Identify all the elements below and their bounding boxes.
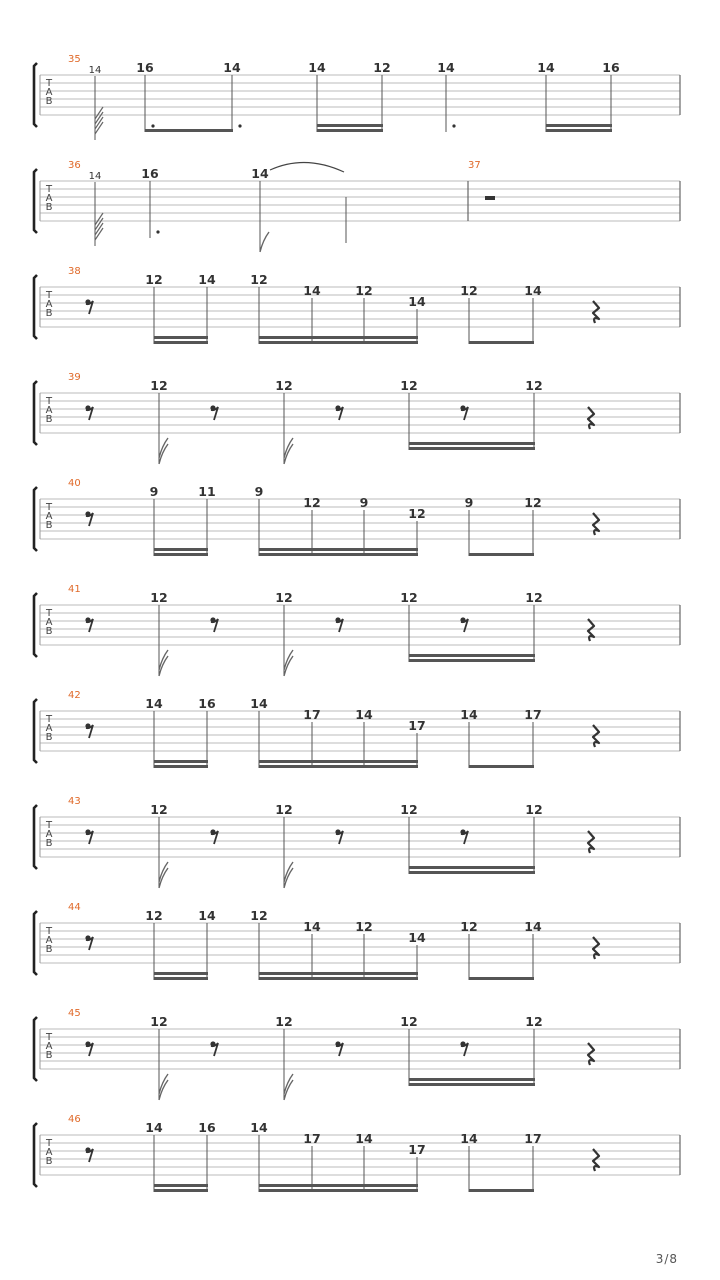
fret-number: 9 [359, 495, 369, 510]
note-beam [546, 124, 612, 127]
quarter-rest [593, 301, 599, 323]
fret-number: 14 [88, 171, 102, 182]
fret-number: 12 [275, 1014, 293, 1029]
tab-system [34, 54, 680, 140]
tab-clef-letter: T [45, 502, 53, 513]
fret-number: 14 [355, 1131, 373, 1146]
tab-clef-letter: A [45, 299, 53, 310]
measure-number: 36 [68, 160, 81, 171]
tab-system [34, 478, 680, 556]
fret-number: 9 [254, 484, 264, 499]
quarter-rest [588, 619, 594, 641]
tab-clef-letter: T [45, 290, 53, 301]
tab-clef-letter: A [45, 935, 53, 946]
tab-clef-letter: A [45, 723, 53, 734]
fret-number: 14 [437, 60, 455, 75]
measure-number: 38 [68, 266, 81, 277]
fret-number: 12 [145, 272, 163, 287]
fret-number: 12 [525, 378, 543, 393]
note-flag [284, 438, 293, 458]
fret-number: 14 [524, 283, 542, 298]
note-beam [154, 1184, 208, 1187]
note-beam [259, 548, 418, 551]
tab-clef-letter: B [45, 520, 53, 531]
note-beam [409, 866, 535, 869]
fret-number: 12 [460, 283, 478, 298]
system-bracket [34, 1017, 37, 1081]
system-bracket [34, 275, 37, 339]
fret-number: 14 [460, 1131, 478, 1146]
tab-clef-letter: B [45, 96, 53, 107]
note-beam [409, 1078, 535, 1081]
tab-clef-letter: A [45, 511, 53, 522]
tab-clef-letter: B [45, 626, 53, 637]
fret-number: 14 [88, 65, 102, 76]
fret-number: 12 [400, 1014, 418, 1029]
note-flag [284, 862, 293, 882]
tab-clef-letter: T [45, 1138, 53, 1149]
fret-number: 14 [145, 696, 163, 711]
tab-clef-letter: A [45, 87, 53, 98]
note-beam [259, 760, 418, 763]
fret-number: 14 [198, 272, 216, 287]
fret-number: 12 [145, 908, 163, 923]
fret-number: 12 [355, 283, 373, 298]
fret-number: 12 [150, 1014, 168, 1029]
fret-number: 12 [400, 378, 418, 393]
note-beam [259, 341, 418, 344]
measure-number: 44 [68, 902, 81, 913]
fret-number: 12 [524, 495, 542, 510]
fret-number: 14 [198, 908, 216, 923]
fret-number: 11 [198, 484, 216, 499]
system-bracket [34, 699, 37, 763]
measure-number: 41 [68, 584, 81, 595]
note-beam [469, 553, 534, 556]
note-beam [154, 553, 208, 556]
quarter-rest [588, 1043, 594, 1065]
note-beam [259, 1184, 418, 1187]
fret-number: 16 [602, 60, 620, 75]
fret-number: 16 [198, 696, 216, 711]
tab-clef-letter: A [45, 1147, 53, 1158]
fret-number: 14 [537, 60, 555, 75]
note-beam [409, 442, 535, 445]
fret-number: 12 [250, 908, 268, 923]
tab-system [34, 372, 680, 464]
fret-number: 9 [464, 495, 474, 510]
half-rest [485, 196, 495, 200]
fret-number: 14 [250, 696, 268, 711]
note-flag [159, 650, 168, 670]
fret-number: 14 [355, 707, 373, 722]
augmentation-dot [452, 124, 455, 127]
note-beam [259, 972, 418, 975]
note-beam [409, 447, 535, 450]
note-beam [154, 548, 208, 551]
system-bracket [34, 805, 37, 869]
fret-number: 12 [275, 590, 293, 605]
note-beam [154, 336, 208, 339]
augmentation-dot [156, 230, 159, 233]
note-beam [469, 765, 534, 768]
tab-system [34, 690, 680, 768]
fret-number: 12 [150, 378, 168, 393]
fret-number: 12 [400, 802, 418, 817]
fret-number: 9 [149, 484, 159, 499]
tab-clef-letter: B [45, 732, 53, 743]
tie-arc [270, 162, 344, 172]
note-beam [469, 977, 534, 980]
fret-number: 14 [303, 283, 321, 298]
tab-clef-letter: A [45, 193, 53, 204]
tab-clef-letter: B [45, 838, 53, 849]
note-beam [317, 129, 383, 132]
fret-number: 14 [250, 1120, 268, 1135]
note-beam [409, 1083, 535, 1086]
tab-clef-letter: B [45, 414, 53, 425]
fret-number: 16 [198, 1120, 216, 1135]
fret-number: 12 [525, 802, 543, 817]
tab-clef-letter: A [45, 617, 53, 628]
fret-number: 17 [408, 1142, 426, 1157]
fret-number: 17 [303, 1131, 321, 1146]
fret-number: 12 [275, 802, 293, 817]
note-flag [260, 232, 269, 252]
note-flag [284, 650, 293, 670]
fret-number: 16 [136, 60, 154, 75]
system-bracket [34, 487, 37, 551]
tab-clef-letter: T [45, 78, 53, 89]
quarter-rest [588, 831, 594, 853]
note-beam [259, 336, 418, 339]
tab-system [34, 160, 680, 252]
tab-system [34, 1114, 680, 1192]
fret-number: 12 [303, 495, 321, 510]
note-beam [154, 972, 208, 975]
tab-system [34, 584, 680, 676]
tab-system [34, 796, 680, 888]
fret-number: 14 [251, 166, 269, 181]
tab-clef-letter: T [45, 714, 53, 725]
fret-number: 14 [223, 60, 241, 75]
tab-clef-letter: T [45, 184, 53, 195]
quarter-rest [593, 1149, 599, 1171]
fret-number: 17 [408, 718, 426, 733]
note-beam [409, 654, 535, 657]
note-beam [259, 977, 418, 980]
quarter-rest [588, 407, 594, 429]
note-beam [259, 553, 418, 556]
system-bracket [34, 911, 37, 975]
augmentation-dot [151, 124, 154, 127]
fret-number: 12 [150, 802, 168, 817]
tab-clef-letter: A [45, 1041, 53, 1052]
tab-clef-letter: A [45, 405, 53, 416]
fret-number: 17 [524, 707, 542, 722]
note-beam [259, 765, 418, 768]
note-flag [159, 862, 168, 882]
measure-number: 45 [68, 1008, 81, 1019]
note-beam [154, 765, 208, 768]
note-beam [469, 1189, 534, 1192]
fret-number: 17 [524, 1131, 542, 1146]
tab-clef-letter: T [45, 396, 53, 407]
system-bracket [34, 1123, 37, 1187]
fret-number: 14 [408, 294, 426, 309]
fret-number: 12 [400, 590, 418, 605]
note-beam [469, 341, 534, 344]
note-beam [409, 659, 535, 662]
tab-clef-letter: B [45, 1050, 53, 1061]
note-beam [409, 871, 535, 874]
tab-system [34, 266, 680, 344]
fret-number: 14 [308, 60, 326, 75]
measure-number: 43 [68, 796, 81, 807]
fret-number: 12 [250, 272, 268, 287]
fret-number: 14 [408, 930, 426, 945]
note-beam [259, 1189, 418, 1192]
fret-number: 14 [460, 707, 478, 722]
fret-number: 12 [525, 590, 543, 605]
tab-clef-letter: T [45, 608, 53, 619]
tab-system [34, 902, 680, 980]
tab-clef-letter: T [45, 1032, 53, 1043]
note-beam [154, 341, 208, 344]
measure-number: 37 [468, 160, 481, 171]
measure-number: 42 [68, 690, 81, 701]
measure-number: 46 [68, 1114, 81, 1125]
note-beam [145, 129, 233, 132]
quarter-rest [593, 725, 599, 747]
fret-number: 14 [524, 919, 542, 934]
fret-number: 12 [373, 60, 391, 75]
tab-clef-letter: B [45, 202, 53, 213]
measure-number: 40 [68, 478, 81, 489]
measure-number: 39 [68, 372, 81, 383]
fret-number: 14 [145, 1120, 163, 1135]
measure-number: 35 [68, 54, 81, 65]
fret-number: 12 [355, 919, 373, 934]
note-flag [159, 1074, 168, 1094]
tab-clef-letter: A [45, 829, 53, 840]
note-beam [317, 124, 383, 127]
system-bracket [34, 63, 37, 127]
system-bracket [34, 169, 37, 233]
page-number: 3/8 [655, 1252, 678, 1266]
tab-clef-letter: B [45, 308, 53, 319]
note-flag [284, 1074, 293, 1094]
tab-system [34, 1008, 680, 1100]
fret-number: 14 [303, 919, 321, 934]
augmentation-dot [238, 124, 241, 127]
note-beam [154, 760, 208, 763]
note-beam [154, 1189, 208, 1192]
note-beam [546, 129, 612, 132]
fret-number: 12 [525, 1014, 543, 1029]
fret-number: 17 [303, 707, 321, 722]
system-bracket [34, 593, 37, 657]
note-flag [159, 438, 168, 458]
tab-clef-letter: T [45, 820, 53, 831]
fret-number: 12 [408, 506, 426, 521]
tab-clef-letter: B [45, 944, 53, 955]
quarter-rest [593, 513, 599, 535]
fret-number: 12 [275, 378, 293, 393]
fret-number: 16 [141, 166, 159, 181]
fret-number: 12 [150, 590, 168, 605]
tab-clef-letter: B [45, 1156, 53, 1167]
note-beam [154, 977, 208, 980]
fret-number: 12 [460, 919, 478, 934]
system-bracket [34, 381, 37, 445]
tab-clef-letter: T [45, 926, 53, 937]
quarter-rest [593, 937, 599, 959]
